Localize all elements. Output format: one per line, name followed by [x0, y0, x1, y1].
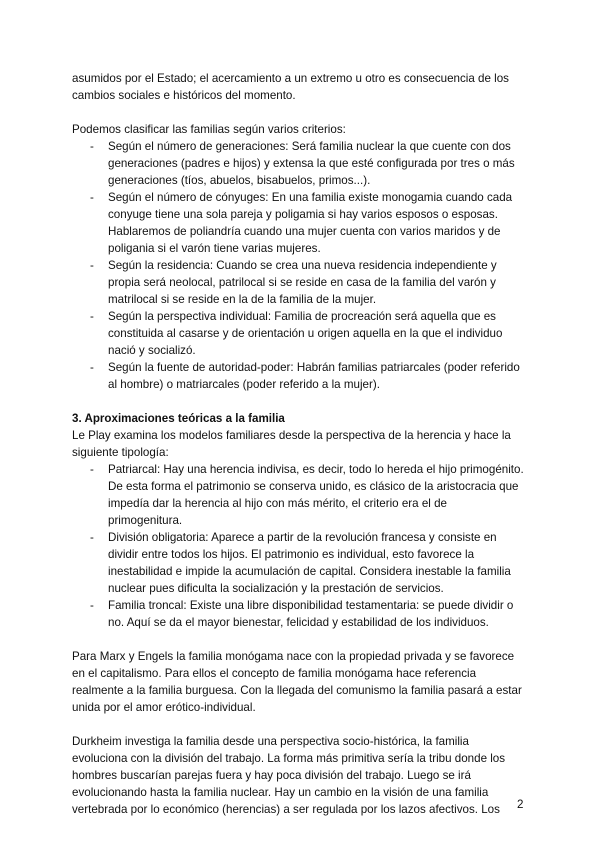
- list-item: - Según la residencia: Cuando se crea una nueva residencia independiente y propia será neolocal, patrilocal si se reside en casa de la familia del varón y matrilocal si se reside en la de la familia de la mujer.: [72, 257, 524, 308]
- classification-intro: Podemos clasificar las familias según varios criterios:: [72, 123, 346, 136]
- list-item: - Según la fuente de autoridad-poder: Habrán familias patriarcales (poder referido al hombre) o matriarcales (poder referido a la mujer).: [72, 359, 524, 393]
- criteria-list: [72, 138, 524, 393]
- list-item: - Según la perspectiva individual: Familia de procreación será aquella que es constituida al casarse y de orientación u origen aquella en la que el individuo nació y socializó.: [72, 308, 524, 359]
- typology-list: [72, 461, 524, 631]
- paragraph-marx: Para Marx y Engels la familia monógama nace con la propiedad privada y se favorece en el capitalismo. Para ellos el concepto de familia monógama hace referencia realmente a la familia burguesa. Con la llegada del comunismo la familia pasará a estar unida por el amor erótico-individual.: [72, 650, 522, 714]
- section-heading: 3. Aproximaciones teóricas a la familia: [72, 412, 285, 425]
- leplay-intro: Le Play examina los modelos familiares desde la perspectiva de la herencia y hace la siguiente tipología:: [72, 429, 511, 459]
- page-content: [72, 70, 524, 818]
- page-number: 2: [517, 798, 524, 811]
- paragraph-durkheim: Durkheim investiga la familia desde una perspectiva socio-histórica, la familia evoluciona con la división del trabajo. La forma más primitiva sería la tribu donde los hombres buscarían parejas fuera y hay poca división del trabajo. Luego se irá evolucionando hasta la familia nuclear. Hay un cambio en la visión de una familia vertebrada por lo económico (herencias) a ser regulada por los lazos afectivos. Los: [72, 735, 506, 816]
- list-item: - Familia troncal: Existe una libre disponibilidad testamentaria: se puede dividir o no. Aquí se da el mayor bienestar, felicidad y estabilidad de los individuos.: [72, 597, 524, 631]
- list-item: - División obligatoria: Aparece a partir de la revolución francesa y consiste en dividir entre todos los hijos. El patrimonio es individual, esto favorece la inestabilidad e impide la acumulación de capital. Considera inestable la familia nuclear pues dificulta la socialización y la prestación de servicios.: [72, 529, 524, 597]
- list-item: - Según el número de generaciones: Será familia nuclear la que cuente con dos generaciones (padres e hijos) y extensa la que esté configurada por tres o más generaciones (tíos, abuelos, bisabuelos, primos...).: [72, 138, 524, 189]
- list-item: - Según el número de cónyuges: En una familia existe monogamia cuando cada conyuge tiene una sola pareja y poligamia si hay varios esposos o esposas. Hablaremos de poliandría cuando una mujer cuenta con varios maridos y de poligania si el varón tiene varias mujeres.: [72, 189, 524, 257]
- paragraph-state: asumidos por el Estado; el acercamiento a un extremo u otro es consecuencia de los cambios sociales e históricos del momento.: [72, 72, 509, 102]
- list-item: - Patriarcal: Hay una herencia indivisa, es decir, todo lo hereda el hijo primogénito. De esta forma el patrimonio se conserva unido, es clásico de la aristocracia que impedía dar la herencia al hijo con más mérito, el criterio era el de primogenitura.: [72, 461, 524, 529]
